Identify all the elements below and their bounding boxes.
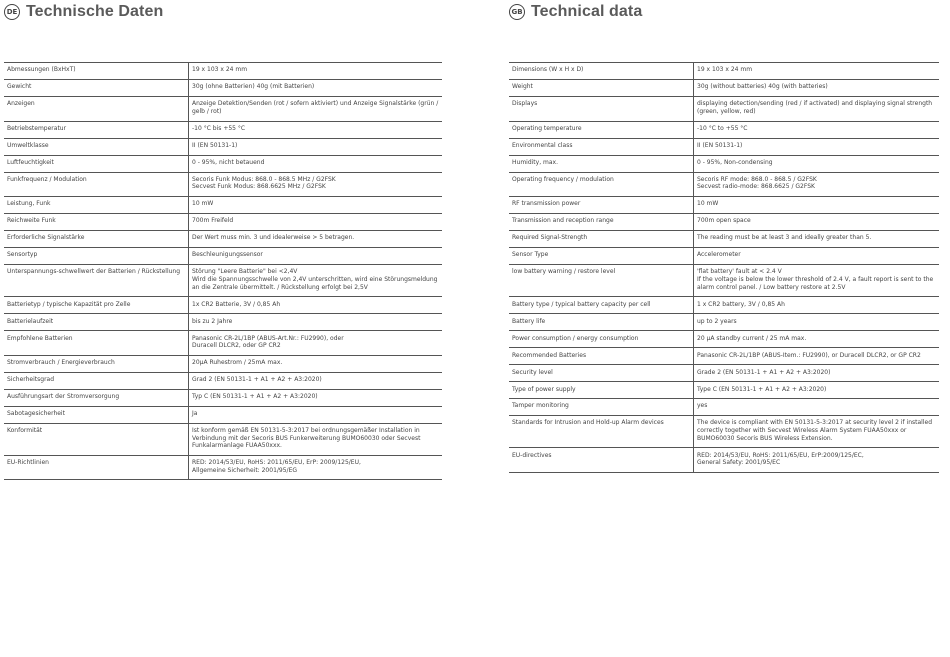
spec-label: Empfohlene Batterien (4, 331, 189, 356)
spec-value: 1x CR2 Batterie, 3V / 0,85 Ah (189, 297, 443, 314)
spec-label: Power consumption / energy consumption (509, 331, 694, 348)
spec-value: Typ C (EN 50131-1 + A1 + A2 + A3:2020) (189, 389, 443, 406)
spec-label: Displays (509, 96, 694, 121)
section-title-de: Technische Daten (26, 3, 164, 20)
spec-row (509, 138, 939, 155)
spec-table-gb (509, 62, 939, 473)
spec-value: 20µA Ruhestrom / 25mA max. (189, 355, 443, 372)
spec-value: II (EN 50131-1) (694, 138, 940, 155)
spec-label: Erforderliche Signalstärke (4, 231, 189, 248)
spec-value: The reading must be at least 3 and ideally greater than 5. (694, 231, 940, 248)
spec-value: Secoris Funk Modus: 868.0 - 868.5 MHz / G2FSK Secvest Funk Modus: 868.6625 MHz / G2FSK (189, 172, 443, 197)
spec-label: Leistung, Funk (4, 197, 189, 214)
spec-label: Funkfrequenz / Modulation (4, 172, 189, 197)
spec-value: -10 °C bis +55 °C (189, 121, 443, 138)
spec-row (509, 297, 939, 314)
spec-value: Der Wert muss min. 3 und idealerweise > 5 betragen. (189, 231, 443, 248)
spec-row (4, 389, 442, 406)
spec-value: 19 x 103 x 24 mm (697, 66, 753, 74)
spec-label: Sensortyp (4, 248, 189, 265)
spec-label: Batterielaufzeit (4, 314, 189, 331)
spec-row (4, 197, 442, 214)
spec-row (509, 448, 939, 473)
spec-value: 1 x CR2 battery, 3V / 0,85 Ah (694, 297, 940, 314)
spec-value: 10 mW (694, 197, 940, 214)
spec-row (4, 121, 442, 138)
spec-value: Anzeige Detektion/Senden (rot / sofern aktiviert) und Anzeige Signalstärke (grün / gelb / rot) (189, 96, 443, 121)
spec-label: low battery warning / restore level (509, 265, 694, 297)
spec-row (509, 214, 939, 231)
spec-label: Security level (509, 365, 694, 382)
spec-row (509, 365, 939, 382)
spec-label: Transmission and reception range (509, 214, 694, 231)
spec-row (509, 63, 939, 80)
spec-label: EU-directives (509, 448, 694, 473)
spec-label: Battery type / typical battery capacity per cell (509, 297, 694, 314)
spec-value: 30g (without batteries) 40g (with batteries) (694, 79, 940, 96)
spec-value: 'flat battery' fault at < 2.4 V If the voltage is below the lower threshold of 2.4 V, a fault report is sent to the alarm control panel. / Low battery restore at 2.5V (694, 265, 940, 297)
english-heading (509, 2, 642, 22)
spec-label: EU-Richtlinien (4, 455, 189, 480)
spec-row (4, 423, 442, 455)
spec-row (4, 297, 442, 314)
spec-row (4, 248, 442, 265)
spec-value: 10 mW (189, 197, 443, 214)
spec-row (509, 382, 939, 399)
spec-row (509, 416, 939, 448)
spec-label: Environmental class (509, 138, 694, 155)
spec-row (4, 63, 442, 80)
spec-label: Sabotagesicherheit (4, 406, 189, 423)
spec-label: Stromverbrauch / Energieverbrauch (4, 355, 189, 372)
spec-label: Sicherheitsgrad (4, 372, 189, 389)
spec-row (4, 138, 442, 155)
spec-row (4, 172, 442, 197)
language-badge-de: DE (4, 4, 20, 20)
spec-label: Recommended Batteries (509, 348, 694, 365)
spec-label: Anzeigen (4, 96, 189, 121)
spec-label: Humidity, max. (509, 155, 694, 172)
spec-value: II (EN 50131-1) (189, 138, 443, 155)
spec-label: Type of power supply (509, 382, 694, 399)
spec-row (4, 231, 442, 248)
spec-row (509, 231, 939, 248)
spec-row (509, 79, 939, 96)
spec-label: Unterspannungs-schwellwert der Batterien / Rückstellung (4, 265, 189, 297)
spec-label: Betriebstemperatur (4, 121, 189, 138)
spec-row (509, 348, 939, 365)
spec-row (4, 372, 442, 389)
spec-value: 700m open space (694, 214, 940, 231)
spec-row (509, 155, 939, 172)
spec-row (4, 96, 442, 121)
spec-table-de (4, 62, 442, 480)
spec-value: Grade 2 (EN 50131-1 + A1 + A2 + A3:2020) (694, 365, 940, 382)
spec-row (4, 79, 442, 96)
spec-value: The device is compliant with EN 50131-5-3:2017 at security level 2 if installed correctly together with Secvest Wireless Alarm System FUAA50xxx or BUMO60030 Secoris BUS Wireless Extension. (694, 416, 940, 448)
language-badge-gb: GB (509, 4, 525, 20)
spec-value: Ja (189, 406, 443, 423)
spec-row (509, 197, 939, 214)
spec-row (4, 355, 442, 372)
spec-value: yes (694, 399, 940, 416)
spec-label: Weight (509, 79, 694, 96)
spec-value: up to 2 years (694, 314, 940, 331)
german-heading (4, 2, 163, 22)
spec-value: 0 - 95%, nicht betauend (189, 155, 443, 172)
spec-value: RED: 2014/53/EU, RoHS: 2011/65/EU, ErP: 2009/125/EU, Allgemeine Sicherheit: 2001/95/EG (189, 455, 443, 480)
spec-label: Batterietyp / typische Kapazität pro Zelle (4, 297, 189, 314)
spec-row (509, 399, 939, 416)
spec-row (4, 314, 442, 331)
spec-label: Operating temperature (509, 121, 694, 138)
spec-value: Panasonic CR-2L/1BP (ABUS-Item.: FU2990), or Duracell DLCR2, or GP CR2 (694, 348, 940, 365)
spec-label: Reichweite Funk (4, 214, 189, 231)
spec-row (4, 331, 442, 356)
spec-label: Required Signal-Strength (509, 231, 694, 248)
spec-value: Accelerometer (694, 248, 940, 265)
spec-row (509, 96, 939, 121)
spec-label: Abmessungen (BxHxT) (4, 63, 189, 80)
spec-row (509, 331, 939, 348)
spec-label: Tamper monitoring (509, 399, 694, 416)
spec-label: RF transmission power (509, 197, 694, 214)
spec-value: Beschleunigungssensor (189, 248, 443, 265)
spec-label: Operating frequency / modulation (509, 172, 694, 197)
spec-value: Störung "Leere Batterie" bei <2,4V Wird die Spannungsschwelle von 2,4V unterschritten, wird eine Störungsmeldung an die Zentrale übermittelt. / Rückstellung erfolgt bei 2,5V (189, 265, 443, 297)
spec-value: 19 x 103 x 24 mm (192, 66, 248, 74)
spec-label: Ausführungsart der Stromversorgung (4, 389, 189, 406)
spec-row (509, 121, 939, 138)
spec-label: Luftfeuchtigkeit (4, 155, 189, 172)
spec-value: Ist konform gemäß EN 50131-5-3:2017 bei ordnungsgemäßer Installation in Verbindung mit der Secoris BUS Funkerweiterung BUMO60030 oder Secvest Funkalarmanlage FUAA50xxx. (189, 423, 443, 455)
spec-row (509, 314, 939, 331)
spec-label: Dimensions (W x H x D) (509, 63, 694, 80)
spec-label: Umweltklasse (4, 138, 189, 155)
spec-label: Sensor Type (509, 248, 694, 265)
spec-value: 20 µA standby current / 25 mA max. (694, 331, 940, 348)
spec-label: Konformität (4, 423, 189, 455)
spec-row (509, 248, 939, 265)
spec-value: Grad 2 (EN 50131-1 + A1 + A2 + A3:2020) (189, 372, 443, 389)
spec-value: RED: 2014/53/EU, RoHS: 2011/65/EU, ErP:2009/125/EC, General Safety: 2001/95/EC (694, 448, 940, 473)
spec-row (4, 406, 442, 423)
spec-value: Secoris RF mode: 868.0 - 868.5 / G2FSK Secvest radio-mode: 868.6625 / G2FSK (694, 172, 940, 197)
spec-row (4, 455, 442, 480)
section-title-gb: Technical data (531, 3, 643, 20)
spec-row (509, 265, 939, 297)
spec-value: 0 - 95%, Non-condensing (694, 155, 940, 172)
spec-value: Panasonic CR-2L/1BP (ABUS-Art.Nr.: FU2990), oder Duracell DLCR2, oder GP CR2 (189, 331, 443, 356)
spec-value: 700m Freifeld (189, 214, 443, 231)
spec-value: -10 °C to +55 °C (694, 121, 940, 138)
spec-row (4, 214, 442, 231)
spec-value: Type C (EN 50131-1 + A1 + A2 + A3:2020) (694, 382, 940, 399)
spec-row (4, 155, 442, 172)
spec-value: bis zu 2 Jahre (189, 314, 443, 331)
spec-value: 30g (ohne Batterien) 40g (mit Batterien) (189, 79, 443, 96)
spec-row (509, 172, 939, 197)
spec-label: Battery life (509, 314, 694, 331)
spec-value: displaying detection/sending (red / if activated) and displaying signal strength (green, yellow, red) (694, 96, 940, 121)
spec-row (4, 265, 442, 297)
spec-label: Gewicht (4, 79, 189, 96)
spec-label: Standards for Intrusion and Hold-up Alarm devices (509, 416, 694, 448)
